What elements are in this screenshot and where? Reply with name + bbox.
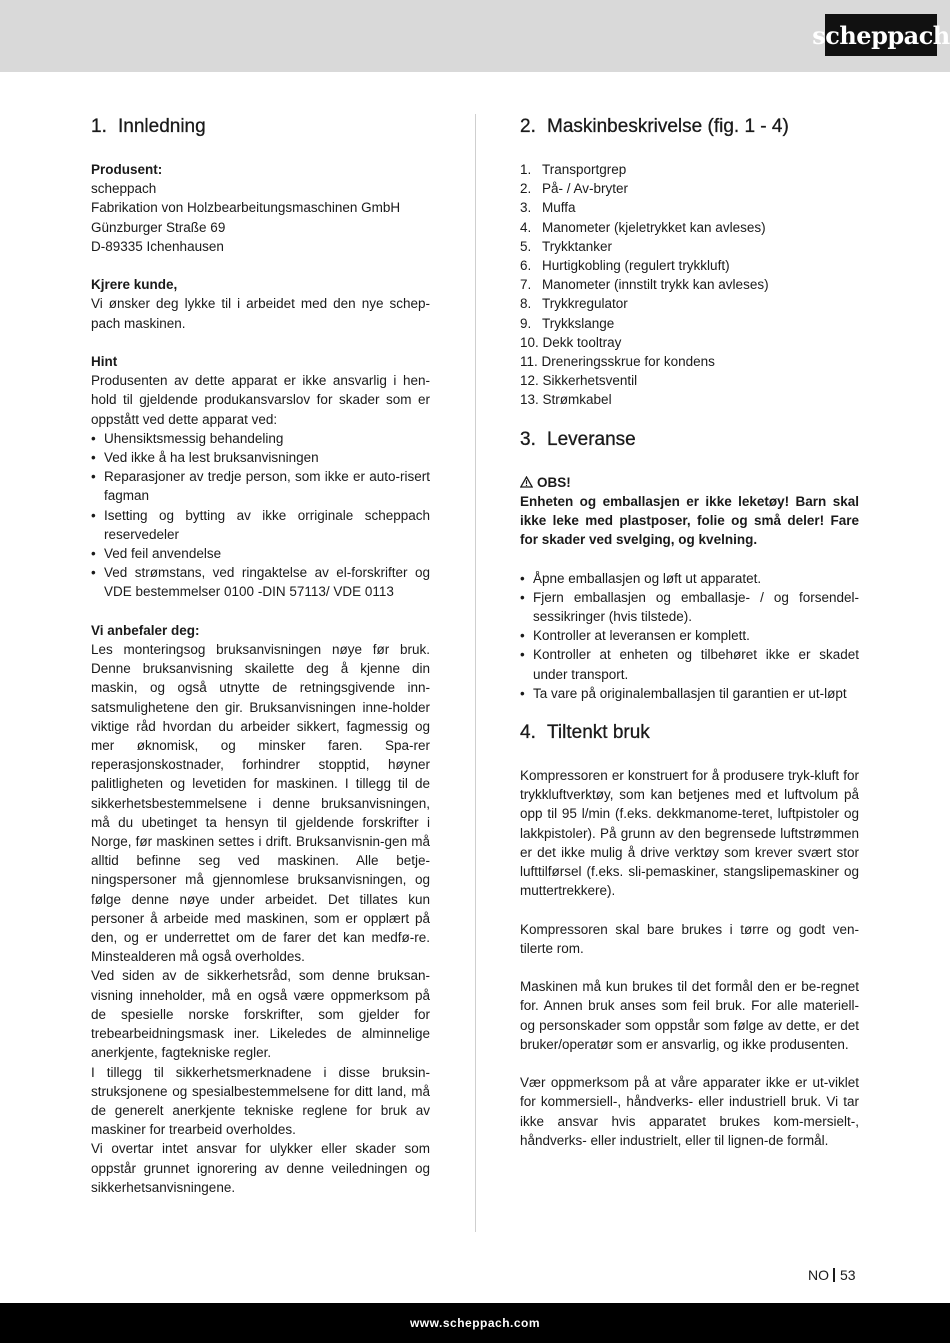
list-item: • Åpne emballasjen og løft ut apparatet. <box>520 569 859 588</box>
list-item: 12. Sikkerhetsventil <box>520 373 638 389</box>
website-link[interactable]: www.scheppach.com <box>409 1316 541 1330</box>
hint-list <box>91 429 430 602</box>
hint-label: Hint <box>91 354 118 369</box>
page-number <box>808 1266 856 1284</box>
section-2-heading: 2. Maskinbeskrivelse (fig. 1 - 4) <box>520 116 789 137</box>
list-item: • Ved feil anvendelse <box>91 544 430 563</box>
section-1-heading: 1. Innledning <box>91 116 206 137</box>
list-item: 7. Manometer (innstilt trykk kan avleses) <box>520 277 769 293</box>
list-item: • Reparasjoner av tredje person, som ikke er auto-risert fagman <box>91 467 430 505</box>
producer-line: Fabrikation von Holzbearbeitungsmaschinen GmbH <box>91 200 401 216</box>
recommend-paragraph: Les monteringsog bruksanvisningen nøye før bruk. Denne bruksanvisning skailette deg å kjenne din maskin, og også utnytte de retningsgivende inn-satsmulighetene den gir. Bruksanvisningen inne-holder viktige råd hvordan du arbeider sikkert, fagmessig og mer øknomisk, og minsker faren. Spa-rer reperasjonskostnader, forhindrer stopptid, høyner palitligheten og levetiden for maskinen. I tillegg til de sikkerhetsbestemmelsene i denne bruksanvisningen, må du ubetinget ta hensyn til gjeldende forskrifter i Norge, før maskinen settes i drift. Bruksanvisnin-gen må alltid befinne seg ved maskinen. Alle betje-ningspersoner må gjennomlese bruksanvisningen, og følge denne nøye under arbeidet. Det tillates kun personer å arbeide med maskinen, som er opplært på den, og er underrettet om de farer det kan medfø-re. Minstealderen må også overholdes. <box>91 642 430 965</box>
list-item: 8. Trykkregulator <box>520 296 628 312</box>
list-item: 5. Trykktanker <box>520 238 613 254</box>
list-item: 3. Muffa <box>520 200 576 216</box>
list-item: • Ta vare på originalemballasjen til garantien er ut-løpt <box>520 684 859 703</box>
warning-heading: OBS! <box>520 473 859 492</box>
recommend-paragraph: Vi overtar intet ansvar for ulykker eller skader som oppstår grunnet ignorering av denne veiledningen og sikkerhetsanvisningene. <box>91 1141 430 1195</box>
list-item: 13. Strømkabel <box>520 392 612 408</box>
section-3-heading: 3. Leveranse <box>520 428 636 450</box>
left-column <box>91 114 430 1197</box>
list-item: 2. På- / Av-bryter <box>520 181 629 197</box>
usage-paragraph: Kompressoren skal bare brukes i tørre og godt ven-tilerte rom. <box>520 921 859 956</box>
warning-text: Enheten og emballasjen er ikke leketøy! Barn skal ikke leke med plastposer, folie og små deler! Fare for skader ved svelging, og kvelning. <box>520 493 859 548</box>
producer-line: Günzburger Straße 69 <box>91 219 226 235</box>
list-item: • Isetting og bytting av ikke orriginale scheppach reservedeler <box>91 506 430 544</box>
dear-customer-label: Kjrere kunde, <box>91 277 178 293</box>
header-band <box>0 0 950 72</box>
list-item: 9. Trykkslange <box>520 315 615 331</box>
list-item: 1. Transportgrep <box>520 162 627 177</box>
scheppach-logo: scheppach <box>825 14 937 56</box>
usage-paragraph: Maskinen må kun brukes til det formål den er be-regnet for. Annen bruk anses som feil bruk. For alle materiell- og personskader som oppstår som følge av dette, er det bruker/operatør som er ansvarlig, og ikke produsenten. <box>520 979 859 1052</box>
producer-label: Produsent: <box>91 162 163 177</box>
list-item: 10. Dekk tooltray <box>520 334 622 350</box>
page-num: 53 <box>840 1267 856 1283</box>
parts-list <box>520 160 859 410</box>
language-code: NO <box>808 1267 829 1283</box>
list-item: 6. Hurtigkobling (regulert trykkluft) <box>520 258 730 274</box>
producer-address <box>91 179 430 256</box>
delivery-list <box>520 569 859 703</box>
list-item: • Ved ikke å ha lest bruksanvisningen <box>91 448 430 467</box>
column-divider <box>475 114 476 1232</box>
list-item: • Kontroller at enheten og tilbehøret ikke er skadet under transport. <box>520 645 859 683</box>
dear-customer-text: Vi ønsker deg lykke til i arbeidet med den nye schep-pach maskinen. <box>91 296 430 331</box>
warning-triangle-icon <box>520 473 533 492</box>
recommend-label: Vi anbefaler deg: <box>91 622 200 638</box>
recommend-paragraph: Ved siden av de sikkerhetsråd, som denne bruksan-visning inneholder, må en også være oppmerksom på de spesielle norske forskrifter, som gjelder for trebearbeidningsmask iner. Likeledes de alminnelige anerkjente, fagtekniske regler. <box>91 968 430 1061</box>
list-item: 11. Dreneringsskrue for kondens <box>520 354 715 370</box>
list-item: • Kontroller at leveransen er komplett. <box>520 626 859 645</box>
section-4-heading: 4. Tiltenkt bruk <box>520 722 650 744</box>
list-item: 4. Manometer (kjeletrykket kan avleses) <box>520 219 766 235</box>
list-item: • Uhensiktsmessig behandeling <box>91 429 430 448</box>
list-item: • Fjern emballasjen og emballasje- / og forsendel-sessikringer (hvis tilstede). <box>520 588 859 626</box>
usage-paragraph: Kompressoren er konstruert for å produsere tryk-kluft for trykkluftverktøy, som kan betjenes med et luftvolum på opp til 95 l/min (f.eks. dekkmanome-teret, luftpistoler og lakkpistoler). På grunn av den begrensede luftstrømmen er det ikke mulig å drive verktøy som krever svært stor lufttilførsel (f.eks. sli-pemaskiner, stangslipemaskiner og muttertrekkere). <box>520 768 859 899</box>
producer-line: D-89335 Ichenhausen <box>91 238 224 254</box>
list-item: • Ved strømstans, ved ringaktelse av el-forskrifter og VDE bestemmelser 0100 -DIN 57113/ VDE 0113 <box>91 563 430 601</box>
producer-line: scheppach <box>91 181 157 197</box>
footer-bar <box>0 1303 950 1343</box>
hint-text: Produsenten av dette apparat er ikke ansvarlig i hen-hold til gjeldende produkansvarslov for skader som er oppstått ved dette apparat ved: <box>91 373 430 427</box>
page-separator <box>833 1268 835 1282</box>
right-column <box>520 114 859 1150</box>
usage-paragraph: Vær oppmerksom på at våre apparater ikke er ut-viklet for kommersiell-, håndverks- eller industriell bruk. Vi tar ikke ansvar hvis apparatet brukes kom-mersielt-, håndverks- eller industrielt, eller til lignen-de formål. <box>520 1075 859 1148</box>
recommend-paragraph: I tillegg til sikkerhetsmerknadene i disse bruksin-struksjonene og spesialbestemmelsene for ditt land, må de generelt anerkjente tekniske reglene for bruk av maskiner for trearbeid overholdes. <box>91 1064 430 1138</box>
